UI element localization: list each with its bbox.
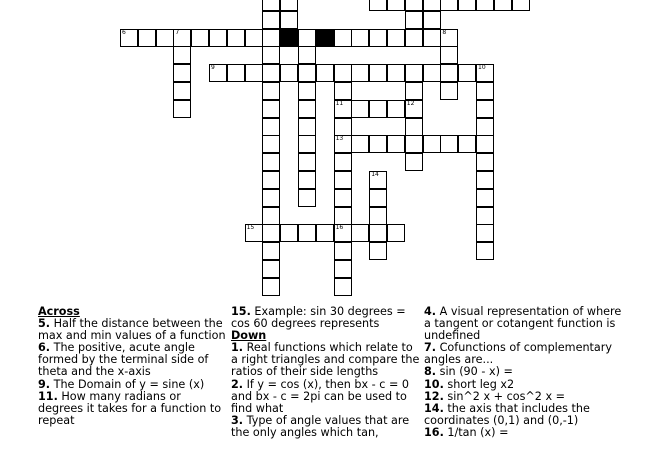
grid-cell[interactable] [476,0,494,11]
grid-cell[interactable] [405,11,423,29]
grid-cell[interactable] [316,64,334,82]
grid-cell[interactable] [405,82,423,100]
grid-cell[interactable] [298,100,316,118]
grid-cell[interactable] [369,224,387,242]
grid-cell[interactable] [173,64,191,82]
grid-cell[interactable] [405,100,423,118]
grid-cell[interactable] [334,189,352,207]
grid-cell[interactable] [156,29,174,47]
grid-cell[interactable] [405,0,423,11]
clue-text: 1/tan (x) = [447,425,509,439]
grid-cell[interactable] [298,64,316,82]
grid-cell[interactable] [423,11,441,29]
grid-cell[interactable] [351,29,369,47]
grid-cell[interactable] [423,64,441,82]
grid-cell[interactable] [316,224,334,242]
grid-cell[interactable] [262,278,280,296]
grid-cell[interactable] [120,29,138,47]
clue-item [231,379,421,415]
grid-cell[interactable] [334,100,352,118]
clue-number: 4. [424,305,437,318]
grid-cell[interactable] [262,64,280,82]
black-square [280,29,298,47]
grid-cell[interactable] [245,224,263,242]
grid-cell[interactable] [334,64,352,82]
across-heading: Across [38,305,80,318]
grid-cell[interactable] [369,171,387,189]
grid-cell[interactable] [476,100,494,118]
grid-cell[interactable] [387,64,405,82]
grid-cell[interactable] [369,0,387,11]
clue-number: 8. [424,365,437,379]
grid-cell[interactable] [173,100,191,118]
clue-text: The Domain of y = sine (x) [53,377,205,391]
grid-cell[interactable] [369,100,387,118]
grid-cell[interactable] [458,64,476,82]
clue-number: 15 [246,224,255,232]
grid-cell[interactable] [458,0,476,11]
grid-cell[interactable] [369,242,387,260]
grid-cell[interactable] [262,0,280,11]
grid-cell[interactable] [440,46,458,64]
grid-cell[interactable] [476,189,494,207]
grid-cell[interactable] [298,189,316,207]
clue-number: 3. [231,413,244,427]
grid-cell[interactable] [476,171,494,189]
clue-text: A visual representation of where a tangent or cotangent function is undefined [424,305,622,343]
clue-number: 15. [231,305,251,318]
clue-number: 16 [335,224,344,232]
grid-cell[interactable] [298,224,316,242]
grid-cell[interactable] [334,118,352,136]
clue-number: 6 [122,28,126,36]
grid-cell[interactable] [476,224,494,242]
grid-cell[interactable] [458,135,476,153]
grid-cell[interactable] [298,82,316,100]
clue-item [424,427,624,439]
grid-cell[interactable] [423,29,441,47]
clue-number: 10. [424,377,444,391]
grid-cell[interactable] [173,29,191,47]
clue-text: short leg x2 [447,377,515,391]
grid-cell[interactable] [262,11,280,29]
clue-text: Type of angle values that are the only angles which tan, [231,413,410,439]
down-heading: Down [231,329,267,343]
grid-cell[interactable] [476,242,494,260]
grid-cell[interactable] [369,29,387,47]
grid-cell[interactable] [262,224,280,242]
grid-cell[interactable] [262,189,280,207]
grid-cell[interactable] [298,153,316,171]
grid-cell[interactable] [262,100,280,118]
grid-cell[interactable] [280,11,298,29]
clue-number: 9 [211,64,215,72]
black-square [316,29,334,47]
grid-cell[interactable] [334,242,352,260]
grid-cell[interactable] [334,29,352,47]
grid-cell[interactable] [262,153,280,171]
grid-cell[interactable] [227,64,245,82]
grid-cell[interactable] [262,46,280,64]
clue-number: 12. [424,389,444,403]
grid-cell[interactable] [262,29,280,47]
grid-cell[interactable] [334,278,352,296]
grid-cell[interactable] [298,46,316,64]
grid-cell[interactable] [476,82,494,100]
grid-cell[interactable] [298,118,316,136]
grid-cell[interactable] [262,242,280,260]
grid-cell[interactable] [387,135,405,153]
grid-cell[interactable] [369,64,387,82]
clues-column-3 [424,306,624,439]
grid-cell[interactable] [387,29,405,47]
grid-cell[interactable] [369,135,387,153]
grid-cell[interactable] [440,135,458,153]
grid-cell[interactable] [494,0,512,11]
clue-number: 5. [38,317,51,331]
clue-text: Cofunctions of complementary angles are... [424,341,613,367]
grid-cell[interactable] [191,29,209,47]
grid-cell[interactable] [405,118,423,136]
grid-cell[interactable] [405,64,423,82]
grid-cell[interactable] [351,135,369,153]
grid-cell[interactable] [405,153,423,171]
grid-cell[interactable] [476,135,494,153]
grid-cell[interactable] [334,153,352,171]
clue-item [231,306,421,330]
grid-cell[interactable] [245,29,263,47]
grid-cell[interactable] [334,171,352,189]
grid-cell[interactable] [298,29,316,47]
clue-number: 16. [424,425,444,439]
clue-item [38,391,228,427]
grid-cell[interactable] [280,0,298,11]
grid-cell[interactable] [334,224,352,242]
clue-text: Real functions which relate to a right triangles and compare the ratios of their side lengths [231,341,420,379]
grid-cell[interactable] [440,29,458,47]
clue-number: 9. [38,377,51,391]
clue-item [424,342,624,366]
grid-cell[interactable] [440,64,458,82]
clue-text: Half the distance between the max and min values of a function [38,317,226,343]
grid-cell[interactable] [334,82,352,100]
grid-cell[interactable] [351,100,369,118]
grid-cell[interactable] [280,64,298,82]
clue-number: 10 [478,64,486,72]
grid-cell[interactable] [209,29,227,47]
clue-text: the axis that includes the coordinates (0,1) and (0,-1) [424,401,590,427]
clue-number: 7. [424,341,437,355]
clue-text: How many radians or degrees it takes for a function to repeat [38,389,222,427]
clue-number: 11. [38,389,58,403]
grid-cell[interactable] [351,224,369,242]
clue-text: sin^2 x + cos^2 x = [447,389,565,403]
grid-cell[interactable] [512,0,530,11]
clue-text: The positive, acute angle formed by the terminal side of theta and the x-axis [38,341,209,379]
grid-cell[interactable] [298,135,316,153]
clue-number [371,0,375,1]
grid-cell[interactable] [423,0,441,11]
clue-number: 1. [231,341,244,355]
clue-number: 14 [371,171,379,178]
grid-cell[interactable] [262,135,280,153]
clue-text: Example: sin 30 degrees = cos 60 degrees represents [231,305,406,331]
grid-cell[interactable] [405,29,423,47]
grid-cell[interactable] [387,100,405,118]
grid-cell[interactable] [476,153,494,171]
grid-cell[interactable] [387,224,405,242]
grid-cell[interactable] [369,189,387,207]
grid-cell[interactable] [334,260,352,278]
grid-cell[interactable] [440,0,458,11]
clue-item [231,342,421,378]
clue-number: 8 [442,28,447,36]
clue-number: 6. [38,341,51,355]
clues-column-1 [38,306,228,427]
clue-number: 11 [335,99,344,107]
grid-cell[interactable] [262,118,280,136]
clues-column-2 [231,306,421,439]
grid-cell[interactable] [138,29,156,47]
grid-cell[interactable] [262,260,280,278]
grid-cell[interactable] [173,46,191,64]
grid-cell[interactable] [262,82,280,100]
grid-cell[interactable] [351,64,369,82]
grid-cell[interactable] [262,207,280,225]
grid-cell[interactable] [476,207,494,225]
clue-item [424,403,624,427]
grid-cell[interactable] [423,135,441,153]
grid-cell[interactable] [334,207,352,225]
clue-item [424,306,624,342]
clue-number: 14. [424,401,444,415]
grid-cell[interactable] [280,224,298,242]
grid-cell[interactable] [227,29,245,47]
grid-cell[interactable] [262,171,280,189]
clue-number: 12 [406,99,415,107]
clue-text: If y = cos (x), then bx - c = 0 and bx - c = 2pi can be used to find what [231,377,409,415]
grid-cell[interactable] [476,64,494,82]
clue-item [38,342,228,378]
grid-cell[interactable] [334,135,352,153]
grid-cell[interactable] [405,135,423,153]
clue-text: sin (90 - x) = [439,365,513,379]
clue-item [38,318,228,342]
clue-number: 2. [231,377,244,391]
grid-cell[interactable] [387,0,405,11]
grid-cell[interactable] [369,207,387,225]
clue-number: 7 [175,28,180,36]
grid-cell[interactable] [476,118,494,136]
grid-cell[interactable] [440,82,458,100]
grid-cell[interactable] [245,64,263,82]
clue-item [231,415,421,439]
grid-cell[interactable] [173,82,191,100]
grid-cell[interactable] [298,171,316,189]
grid-cell[interactable] [209,64,227,82]
clue-number: 13 [335,135,344,143]
